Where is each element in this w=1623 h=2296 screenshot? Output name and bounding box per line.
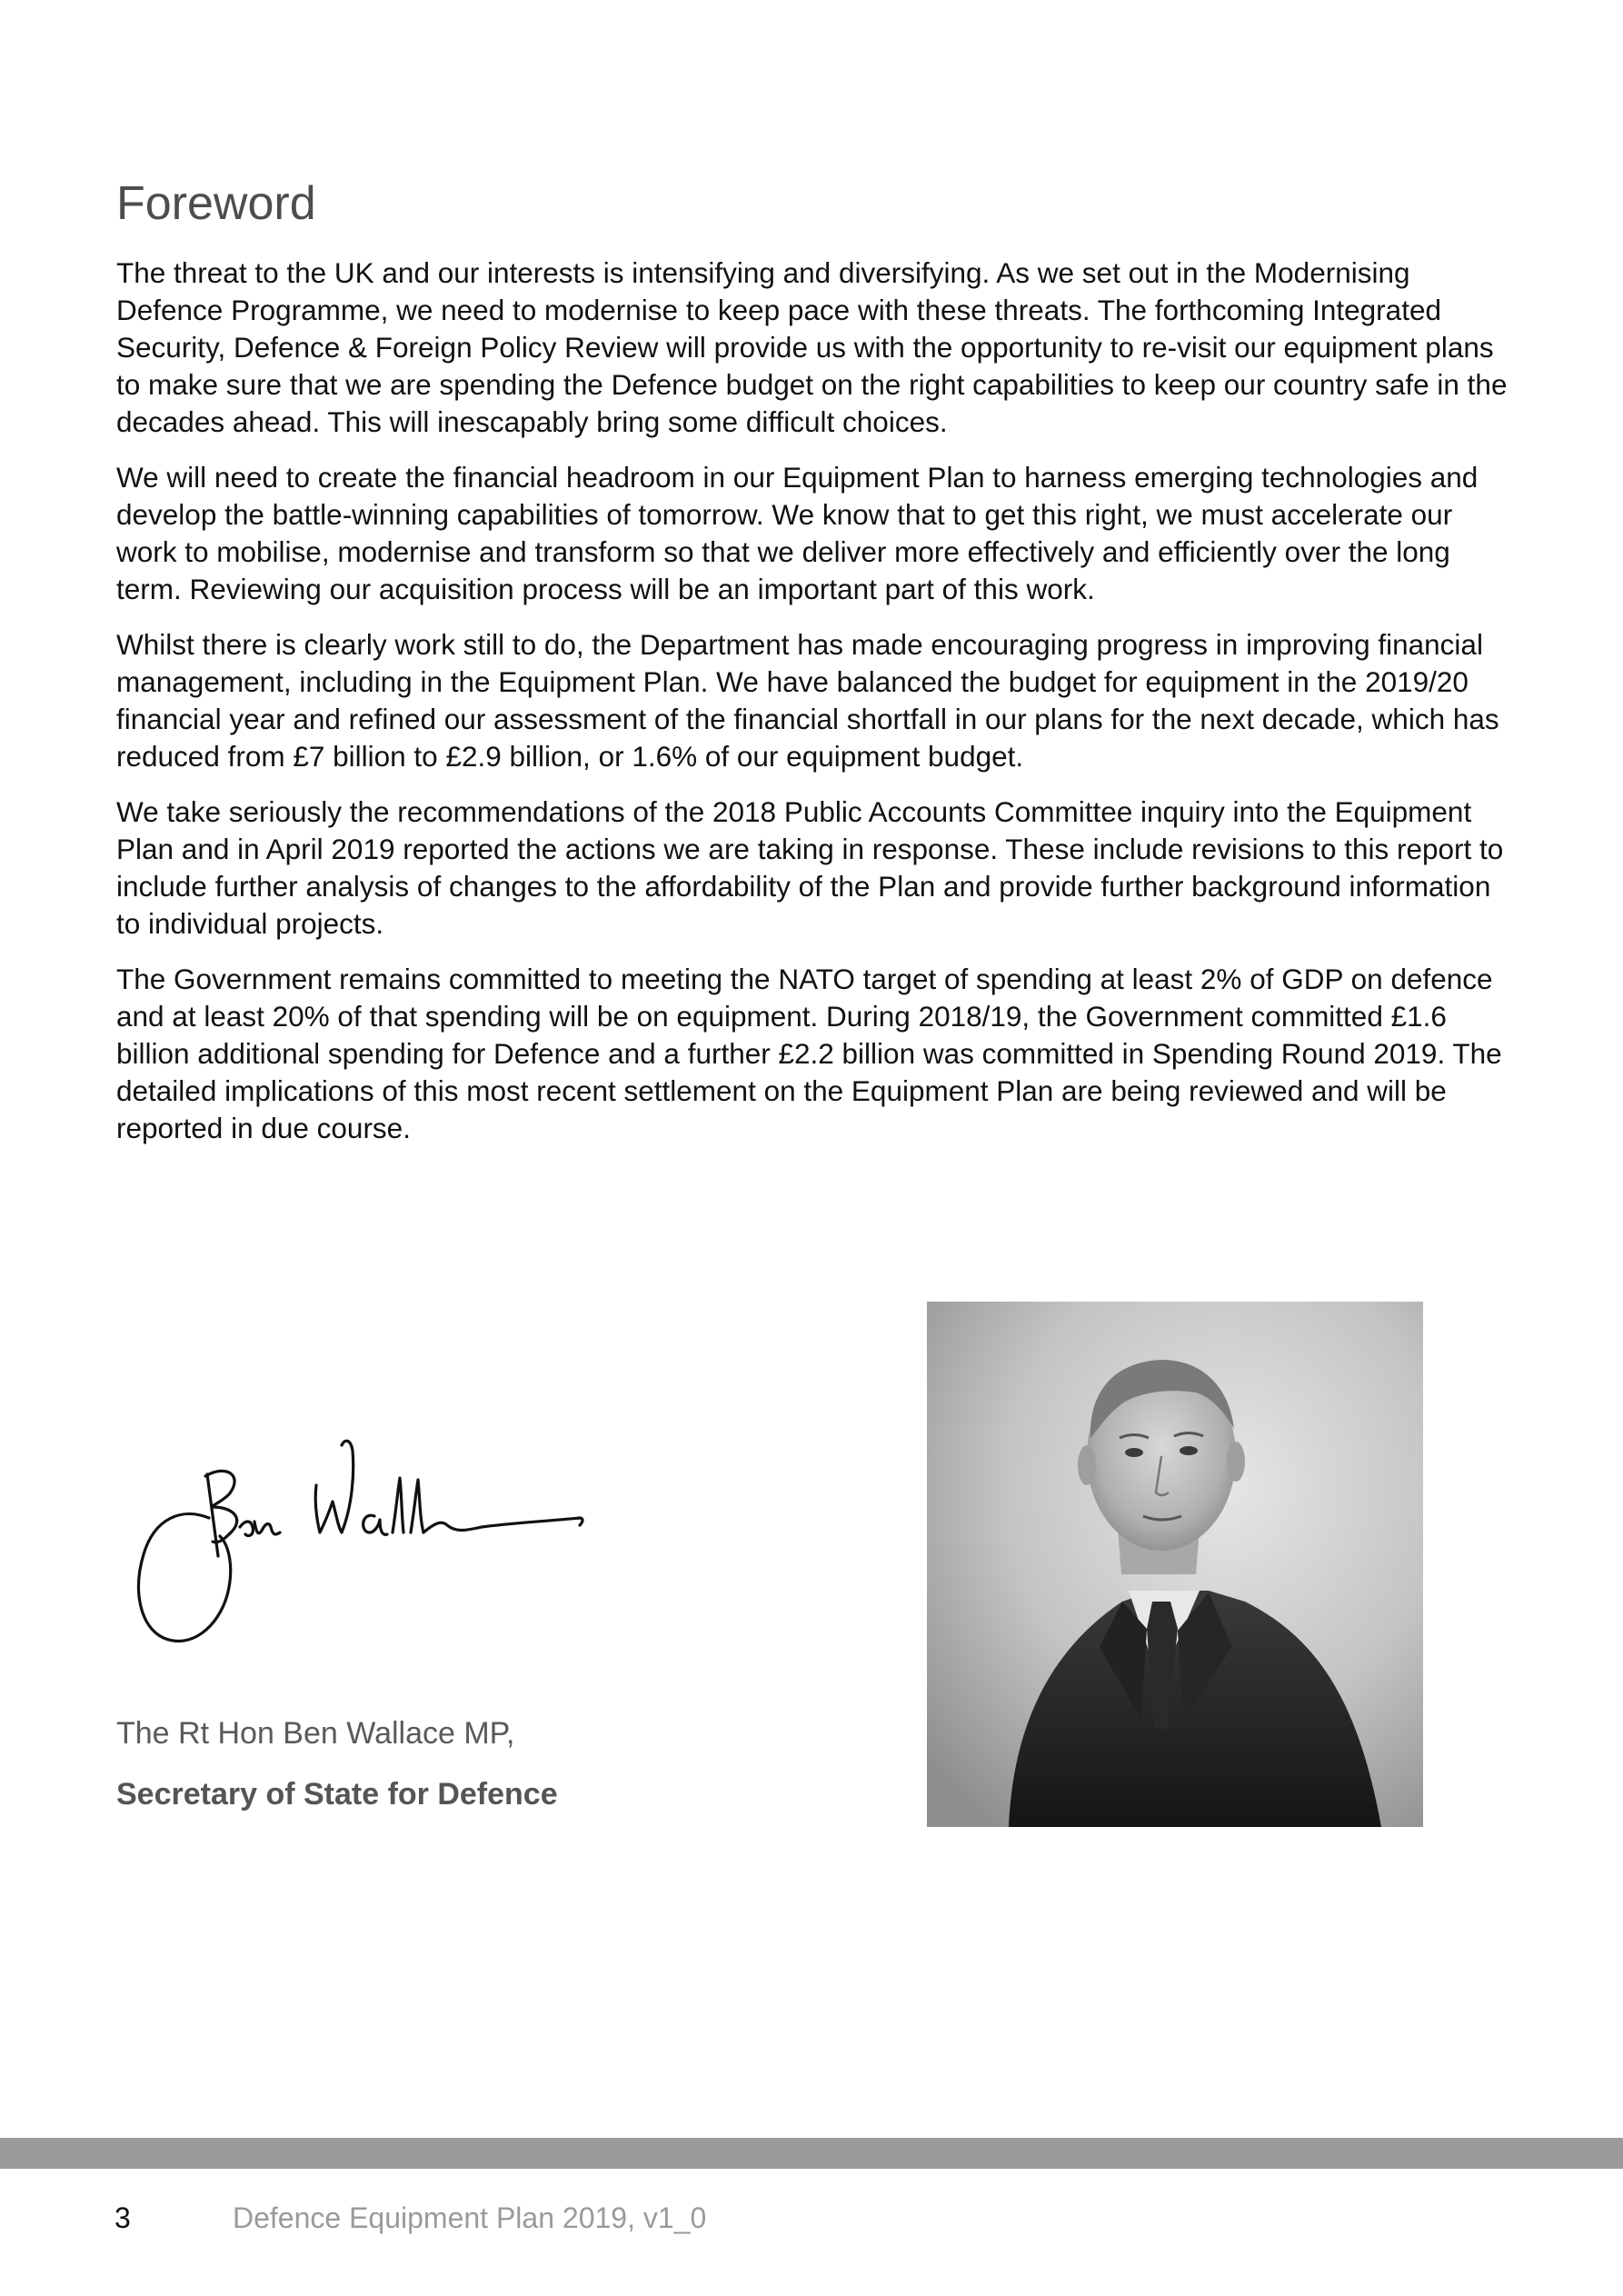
page-title: Foreword	[116, 177, 316, 230]
handwritten-signature	[127, 1400, 600, 1663]
signatory-name: The Rt Hon Ben Wallace MP,	[116, 1716, 515, 1751]
paragraph: The Government remains committed to meeting the NATO target of spending at least 2% of GDP on defence and at least 20% of that spending will be on equipment. During 2018/19, the Government committed £1.6 billion additional spending for Defence and a further £2.2 billion was committed in Spending Round 2019. The detailed implications of this most recent settlement on the Equipment Plan are being reviewed and will be reported in due course.	[116, 963, 1502, 1144]
paragraph: The threat to the UK and our interests is intensifying and diversifying. As we set out in the Modernising Defence Programme, we need to modernise to keep pace with these threats. The forthcoming Integrated Security, Defence & Foreign Policy Review will provide us with the opportunity to re-visit our equipment plans to make sure that we are spending the Defence budget on the right capabilities to keep our country safe in the decades ahead. This will inescapably bring some difficult choices.	[116, 256, 1508, 438]
footer-bar	[0, 2138, 1623, 2169]
footer-document-title: Defence Equipment Plan 2019, v1_0	[233, 2201, 707, 2234]
signatory-role: Secretary of State for Defence	[116, 1777, 558, 1812]
portrait-photo	[927, 1302, 1423, 1827]
paragraph: Whilst there is clearly work still to do, the Department has made encouraging progress in improving financial management, including in the Equipment Plan. We have balanced the budget for equipment in the 2019/20 financial year and refined our assessment of the financial shortfall in our plans for the next decade, which has reduced from £7 billion to £2.9 billion, or 1.6% of our equipment budget.	[116, 628, 1499, 773]
page-number: 3	[115, 2201, 131, 2234]
paragraph: We will need to create the financial headroom in our Equipment Plan to harness emerging technologies and develop the battle-winning capabilities of tomorrow. We know that to get this right, we must accelerate our work to mobilise, modernise and transform so that we deliver more effectively and efficiently over the long term. Reviewing our acquisition process will be an important part of this work.	[116, 461, 1479, 605]
body-text	[116, 255, 1516, 1165]
paragraph: We take seriously the recommendations of the 2018 Public Accounts Committee inquiry into the Equipment Plan and in April 2019 reported the actions we are taking in response. These include revisions to this report to include further analysis of changes to the affordability of the Plan and provide further background information to individual projects.	[116, 795, 1504, 940]
